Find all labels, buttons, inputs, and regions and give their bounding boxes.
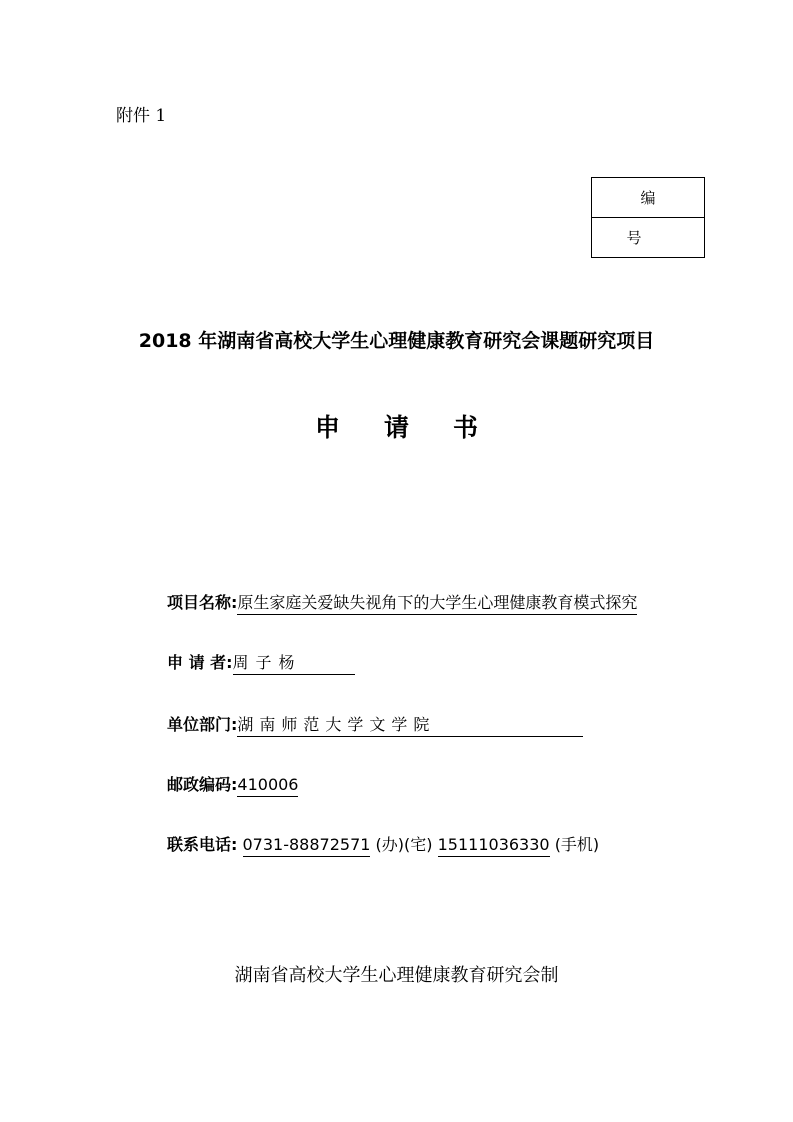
document-type-heading: 申请书 [314,413,522,442]
project-name-label: 项目名称: [167,593,238,612]
office-phone-note: (办)(宅) [375,835,433,854]
applicant-value: 周子杨 [233,652,355,675]
contact-phone-field [167,833,599,857]
unit-field [167,713,583,737]
project-name-value: 原生家庭关爱缺失视角下的大学生心理健康教育模式探究 [237,592,637,615]
contact-phone-label: 联系电话: [167,835,238,854]
postal-code-field [167,773,298,797]
unit-label: 单位部门: [167,715,238,734]
unit-value: 湖南师范大学文学院 [237,714,583,737]
office-phone-value: 0731-88872571 [243,834,371,857]
project-name-field [167,591,637,615]
mobile-phone-note: (手机) [554,835,600,854]
footer-issuer: 湖南省高校大学生心理健康教育研究会制 [234,965,559,986]
mobile-phone-value: 15111036330 [438,834,550,857]
number-box-label: 编号 [592,178,704,218]
main-title: 2018 年湖南省高校大学生心理健康教育研究会课题研究项目 [138,330,655,352]
number-box [591,177,705,258]
attachment-label: 附件 1 [116,106,167,126]
postal-code-value: 410006 [237,774,298,797]
postal-code-label: 邮政编码: [167,775,238,794]
applicant-label: 申 请 者: [167,653,233,672]
applicant-field [167,651,355,675]
